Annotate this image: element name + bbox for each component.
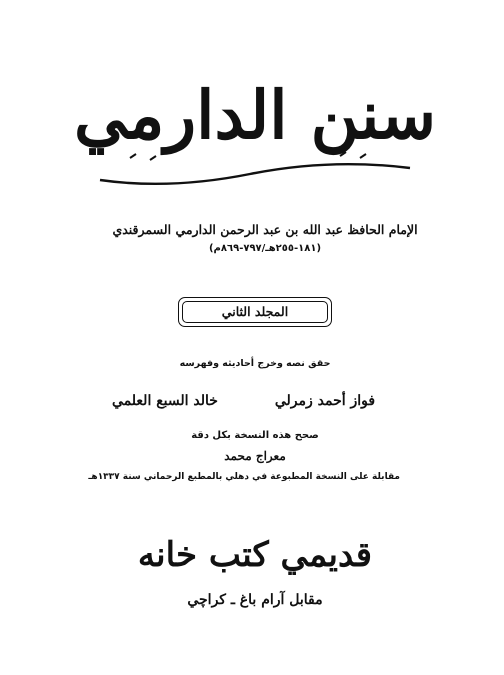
author-line: الإمام الحافظ عبد الله بن عبد الرحمن الدارمي السمرقندي — [112, 222, 418, 237]
author-dates: (١٨١-٢٥٥هـ/٧٩٧-٨٦٩م) — [208, 243, 322, 254]
volume-label: المجلد الثاني — [221, 304, 289, 319]
book-title: سنن الدارمي — [73, 76, 437, 154]
publisher-address: مقابل آرام باغ ـ كراچي — [187, 592, 323, 608]
editor-name-1: فواز أحمد زمرلي — [274, 393, 376, 409]
corrector-name: معراج محمد — [224, 449, 286, 463]
edited-by-line: حقق نصه وخرج أحاديثه وفهرسه — [179, 358, 331, 369]
editor-name-2: خالد السبع العلمي — [112, 393, 218, 409]
corrected-by-line: صحح هذه النسخة بكل دقة — [191, 430, 319, 441]
title-flourish — [90, 150, 420, 190]
collation-note: مقابلة على النسخة المطبوعة في دهلي بالمطبع الرحماني سنة ١٣٣٧هـ — [88, 472, 400, 482]
publisher-name: قديمي كتب خانه — [137, 535, 373, 575]
